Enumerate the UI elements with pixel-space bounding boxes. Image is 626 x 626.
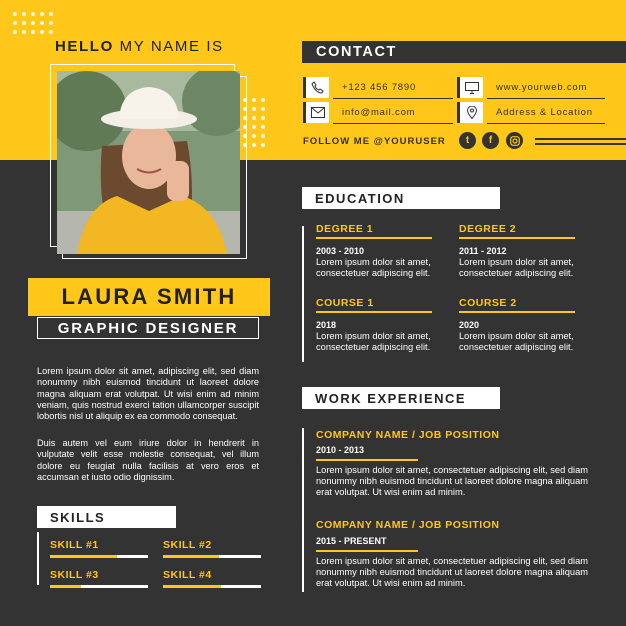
job-2-years: 2015 - PRESENT — [316, 536, 387, 546]
job-1-text: Lorem ipsum dolor sit amet, consectetuer adipiscing elit, sed diam nonummy nibh euismod tincidunt ut laoreet dolore magna aliquam erat volutpat. Ut wisi enim ad minim. — [316, 465, 588, 497]
follow-text: FOLLOW ME @YOURUSER — [303, 136, 446, 147]
facebook-icon[interactable]: f — [482, 132, 499, 149]
skill-2-bar — [163, 555, 261, 558]
skill-1-label: SKILL #1 — [50, 539, 99, 551]
skill-3-fill — [50, 585, 81, 588]
name-banner — [28, 278, 270, 316]
degree-2-line — [459, 237, 575, 239]
hello-rest: MY NAME IS — [119, 38, 224, 55]
phone-underline — [333, 98, 453, 99]
job-1-title: COMPANY NAME / JOB POSITION — [316, 429, 500, 441]
skill-3-bar — [50, 585, 148, 588]
degree-1-line — [316, 237, 432, 239]
dots-decoration — [13, 12, 53, 34]
hello-heading — [55, 38, 224, 55]
job-1-years: 2010 - 2013 — [316, 445, 365, 455]
address-text: Address & Location — [496, 107, 593, 118]
about-paragraph-2: Duis autem vel eum iriure dolor in hendrerit in vulputate velit esse molestie consequat, vel illum dolore eu feugiat nulla facilisis at vero eros et accumsan et iusto odio dignissim. — [37, 438, 259, 482]
location-pin-icon — [457, 102, 483, 123]
skill-1 — [50, 539, 148, 558]
degree-1-text: Lorem ipsum dolor sit amet, consectetuer adipiscing elit. — [316, 257, 431, 278]
stripe-2 — [535, 143, 626, 145]
instagram-icon[interactable] — [506, 132, 523, 149]
twitter-icon[interactable]: t — [459, 132, 476, 149]
skill-4 — [163, 569, 261, 588]
skills-heading: SKILLS — [50, 509, 106, 525]
education-label — [302, 187, 500, 209]
education-heading: EDUCATION — [315, 190, 405, 206]
email-underline — [333, 123, 453, 124]
phone-text: +123 456 7890 — [342, 82, 417, 93]
degree-2-title: DEGREE 2 — [459, 223, 517, 235]
address-underline — [487, 123, 605, 124]
skill-1-fill — [50, 555, 117, 558]
phone-icon — [303, 77, 329, 98]
web-text: www.yourweb.com — [496, 82, 588, 93]
contact-address — [457, 102, 607, 123]
mail-icon — [303, 102, 329, 123]
experience-label — [302, 387, 500, 409]
full-name: LAURA SMITH — [61, 284, 237, 309]
job-title: GRAPHIC DESIGNER — [57, 319, 239, 337]
degree-1-years: 2003 - 2010 — [316, 246, 365, 256]
portrait-illustration — [57, 71, 240, 254]
degree-1-title: DEGREE 1 — [316, 223, 374, 235]
web-underline — [487, 98, 605, 99]
skills-label — [37, 506, 176, 528]
hello-bold: HELLO — [55, 38, 114, 55]
course-2-years: 2020 — [459, 320, 480, 330]
contact-header — [302, 41, 626, 63]
skill-4-label: SKILL #4 — [163, 569, 212, 581]
course-2-line — [459, 311, 575, 313]
course-1-title: COURSE 1 — [316, 297, 374, 309]
profile-photo — [57, 71, 240, 254]
degree-2-text: Lorem ipsum dolor sit amet, consectetuer adipiscing elit. — [459, 257, 574, 278]
monitor-icon — [457, 77, 483, 98]
job-2-line — [316, 550, 418, 552]
contact-web — [457, 77, 607, 98]
course-1-line — [316, 311, 432, 313]
contact-heading: CONTACT — [316, 44, 398, 60]
job-2-text: Lorem ipsum dolor sit amet, consectetuer adipiscing elit, sed diam nonummy nibh euismod tincidunt ut laoreet dolore magna aliquam erat volutpat. Ut wisi enim ad minim. — [316, 556, 588, 588]
job-1-line — [316, 459, 418, 461]
education-divider — [302, 226, 304, 362]
course-1-text: Lorem ipsum dolor sit amet, consectetuer adipiscing elit. — [316, 331, 431, 352]
skill-1-bar — [50, 555, 148, 558]
skill-2-label: SKILL #2 — [163, 539, 212, 551]
skill-4-fill — [163, 585, 221, 588]
contact-email — [303, 102, 453, 123]
experience-heading: WORK EXPERIENCE — [315, 390, 467, 406]
skill-3-label: SKILL #3 — [50, 569, 99, 581]
experience-divider — [302, 428, 304, 592]
course-2-text: Lorem ipsum dolor sit amet, consectetuer adipiscing elit. — [459, 331, 574, 352]
course-1-years: 2018 — [316, 320, 337, 330]
contact-phone — [303, 77, 453, 98]
job-title-box — [37, 317, 259, 339]
degree-2-years: 2011 - 2012 — [459, 246, 507, 256]
skill-3 — [50, 569, 148, 588]
job-2-title: COMPANY NAME / JOB POSITION — [316, 519, 500, 531]
about-paragraph-1: Lorem ipsum dolor sit amet, adipiscing elit, sed diam nonummy nibh euismod tincidunt ut laoreet dolore magna aliquam erat volutpat. Ut wisi enim ad minim veniam, quis nostrud exerci tation ullamcorper suscipit lobortis nisl ut aliquip ex ea commodo consequat. — [37, 366, 259, 422]
stripe-1 — [535, 138, 626, 140]
course-2-title: COURSE 2 — [459, 297, 517, 309]
skills-divider — [37, 532, 39, 585]
email-text: info@mail.com — [342, 107, 416, 118]
skill-2-fill — [163, 555, 219, 558]
skill-4-bar — [163, 585, 261, 588]
skill-2 — [163, 539, 261, 558]
